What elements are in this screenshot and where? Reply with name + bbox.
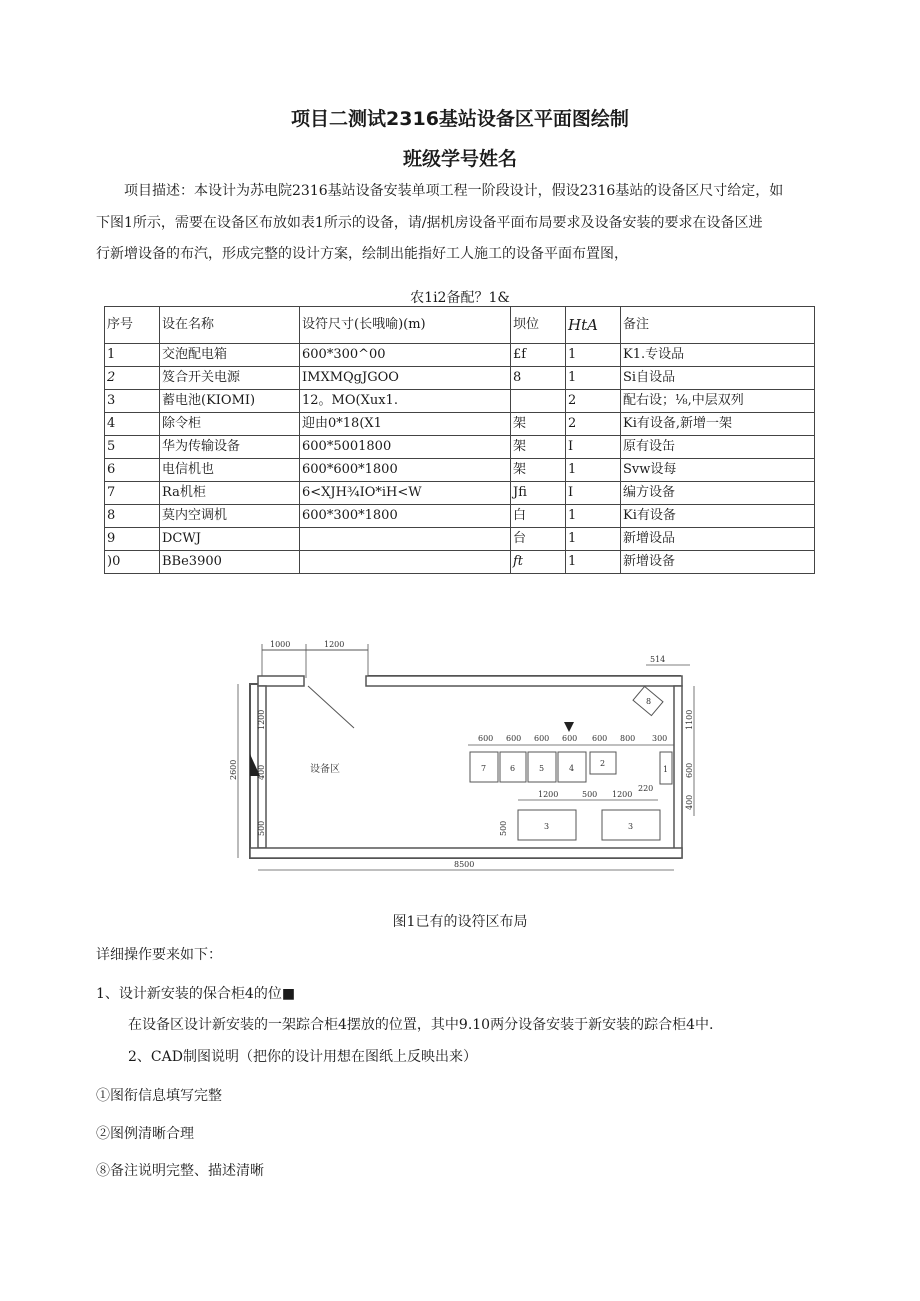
dimension-label: 1200 <box>257 709 266 730</box>
dimension-label: 1100 <box>685 709 694 730</box>
cabinet-label: 4 <box>569 764 575 773</box>
cabinet-label: 3 <box>628 822 634 831</box>
cabinet-label: 3 <box>544 822 550 831</box>
table-cell: 1 <box>105 344 160 367</box>
table-cell: 600*600*1800 <box>300 459 511 482</box>
figure-caption: 图1已有的设符区布局 <box>392 914 528 930</box>
requirement-item: ①图衔信息填写完整 <box>96 1088 222 1104</box>
table-cell: I <box>566 436 621 459</box>
table-cell: 2 <box>105 367 160 390</box>
table-cell: )0 <box>105 551 160 574</box>
description-line: 项目描述：本设计为苏电院2316基站设备安装单项工程一阶段设计，假设2316基站的设备区尺寸给定，如 <box>124 183 784 199</box>
table-header-row <box>105 307 815 344</box>
table-header-cell: 设在名称 <box>160 307 300 344</box>
dimension-label: 400 <box>685 794 694 810</box>
wall-segment <box>250 848 682 858</box>
dimension-label: 1200 <box>324 640 345 649</box>
table-cell: 6 <box>105 459 160 482</box>
table-cell: 1 <box>566 505 621 528</box>
dimension-label: 2600 <box>229 759 238 780</box>
table-cell: 华为传输设备 <box>160 436 300 459</box>
dimension-label: 8500 <box>454 860 475 869</box>
table-row <box>105 528 815 551</box>
dimension-label: 1200 <box>538 790 559 799</box>
project-description <box>96 176 832 271</box>
cabinet-label: 1 <box>663 765 669 774</box>
table-cell: 8 <box>511 367 566 390</box>
table-row <box>105 413 815 436</box>
table-cell: 编方设备 <box>621 482 815 505</box>
table-cell: 架 <box>511 436 566 459</box>
table-cell: 蓄电池(KIOMI) <box>160 390 300 413</box>
table-cell: 1 <box>566 528 621 551</box>
dimension-label: 800 <box>620 734 636 743</box>
table-cell: 1 <box>566 459 621 482</box>
table-cell <box>300 528 511 551</box>
table-header-cell: HtA <box>566 307 621 344</box>
page-subtitle: 班级学号姓名 <box>402 148 517 170</box>
step1-title: 1、设计新安装的保合柜4的位■ <box>96 986 296 1002</box>
table-row <box>105 551 815 574</box>
step1-text: 在设备区设计新安装的一架踪合柜4摆放的位置，其中9.10两分设备安装于新安装的踪合柜4中. <box>128 1017 714 1033</box>
table-header-cell: 序号 <box>105 307 160 344</box>
requirement-item: ②图例清晰合理 <box>96 1126 194 1142</box>
table-cell: 8 <box>105 505 160 528</box>
position-arrow-icon <box>564 722 574 732</box>
table-cell: 3 <box>105 390 160 413</box>
table-cell: 600*5001800 <box>300 436 511 459</box>
table-cell: ft <box>511 551 566 574</box>
table-header-cell: 设符尺寸(长哦喻)(m) <box>300 307 511 344</box>
description-line: 行新增设备的布汽，形成完整的设计方案，绘制出能指好工人施工的设备平面布置图， <box>96 246 628 262</box>
table-cell: 架 <box>511 459 566 482</box>
table-row <box>105 459 815 482</box>
table-cell: 2 <box>566 390 621 413</box>
table-cell: 7 <box>105 482 160 505</box>
table-caption: 农1i2备配？1& <box>410 290 510 306</box>
table-cell: 600*300*1800 <box>300 505 511 528</box>
dimension-label: 600 <box>592 734 608 743</box>
table-cell: Ki有设备,新增一架 <box>621 413 815 436</box>
ops-intro: 详细操作要来如下： <box>96 947 222 963</box>
table-cell: BBe3900 <box>160 551 300 574</box>
table-cell: 新增设品 <box>621 528 815 551</box>
table-cell: 6<XJH¾IO*iH<W <box>300 482 511 505</box>
table-cell: 莫内空调机 <box>160 505 300 528</box>
table-cell: 除令柜 <box>160 413 300 436</box>
requirement-item: ⑧备注说明完整、描述清晰 <box>96 1163 264 1179</box>
table-cell: IMXMQgJGOO <box>300 367 511 390</box>
cabinet-label: 2 <box>600 759 606 768</box>
table-cell: Si自设品 <box>621 367 815 390</box>
dimension-label: 300 <box>652 734 668 743</box>
table-row <box>105 390 815 413</box>
cabinet-label: 8 <box>646 697 652 706</box>
table-cell <box>300 551 511 574</box>
table-cell <box>511 390 566 413</box>
door-swing <box>308 686 354 728</box>
table-cell: Svw设每 <box>621 459 815 482</box>
table-cell: 白 <box>511 505 566 528</box>
step2-title: 2、CAD制图说明（把你的设计用想在图纸上反映出来） <box>128 1049 477 1065</box>
description-line: 下图1所示，需要在设备区布放如表1所示的设备，请/据机房设备平面布局要求及设备安装的要求在设备区进 <box>96 214 763 231</box>
table-cell: DCWJ <box>160 528 300 551</box>
table-cell: 2 <box>566 413 621 436</box>
table-row <box>105 436 815 459</box>
dimension-label: 1200 <box>612 790 633 799</box>
wall-segment <box>674 686 682 858</box>
table-row <box>105 367 815 390</box>
table-cell: 台 <box>511 528 566 551</box>
table-cell: Ra机柜 <box>160 482 300 505</box>
cabinet-label: 5 <box>539 764 545 773</box>
table-cell: 1 <box>566 344 621 367</box>
dimension-label: 400 <box>257 764 266 780</box>
dimension-label: 500 <box>499 820 508 836</box>
cabinet-label: 7 <box>481 764 487 773</box>
wall-segment <box>258 676 304 686</box>
dimension-label: 500 <box>582 790 598 799</box>
table-header-cell: 备注 <box>621 307 815 344</box>
dimension-label: 600 <box>685 762 694 778</box>
table-cell: 交泡配电箱 <box>160 344 300 367</box>
table-cell: 架 <box>511 413 566 436</box>
table-cell: Jfi <box>511 482 566 505</box>
table-row <box>105 482 815 505</box>
cabinet-label: 6 <box>510 764 516 773</box>
wall-segment <box>366 676 682 686</box>
table-cell: 笈合开关电源 <box>160 367 300 390</box>
area-label: 设备区 <box>310 764 340 775</box>
table-cell: 9 <box>105 528 160 551</box>
table-cell: 4 <box>105 413 160 436</box>
table-cell: 1 <box>566 551 621 574</box>
table-cell: 5 <box>105 436 160 459</box>
dimension-label: 600 <box>478 734 494 743</box>
table-cell: 配右设；⅛,中层双列 <box>621 390 815 413</box>
floor-plan-figure <box>228 630 704 886</box>
table-cell: I <box>566 482 621 505</box>
table-cell: 12。MO(Xux1. <box>300 390 511 413</box>
dimension-label: 1000 <box>270 640 291 649</box>
page-title: 项目二测试2316基站设备区平面图绘制 <box>291 108 629 130</box>
table-cell: £f <box>511 344 566 367</box>
equipment-table <box>104 306 815 574</box>
table-cell: 迎由0*18(X1 <box>300 413 511 436</box>
dimension-label: 514 <box>650 655 666 664</box>
table-cell: Ki有设备 <box>621 505 815 528</box>
table-row <box>105 344 815 367</box>
table-row <box>105 505 815 528</box>
table-cell: 1 <box>566 367 621 390</box>
dimension-label: 600 <box>534 734 550 743</box>
dimension-label: 600 <box>562 734 578 743</box>
table-cell: 原有设缶 <box>621 436 815 459</box>
dimension-label: 220 <box>638 784 654 793</box>
dimension-label: 500 <box>257 820 266 836</box>
table-cell: K1.专设品 <box>621 344 815 367</box>
table-cell: 600*300^00 <box>300 344 511 367</box>
dimension-label: 600 <box>506 734 522 743</box>
table-cell: 新增设备 <box>621 551 815 574</box>
table-header-cell: 坝位 <box>511 307 566 344</box>
table-cell: 电信机也 <box>160 459 300 482</box>
